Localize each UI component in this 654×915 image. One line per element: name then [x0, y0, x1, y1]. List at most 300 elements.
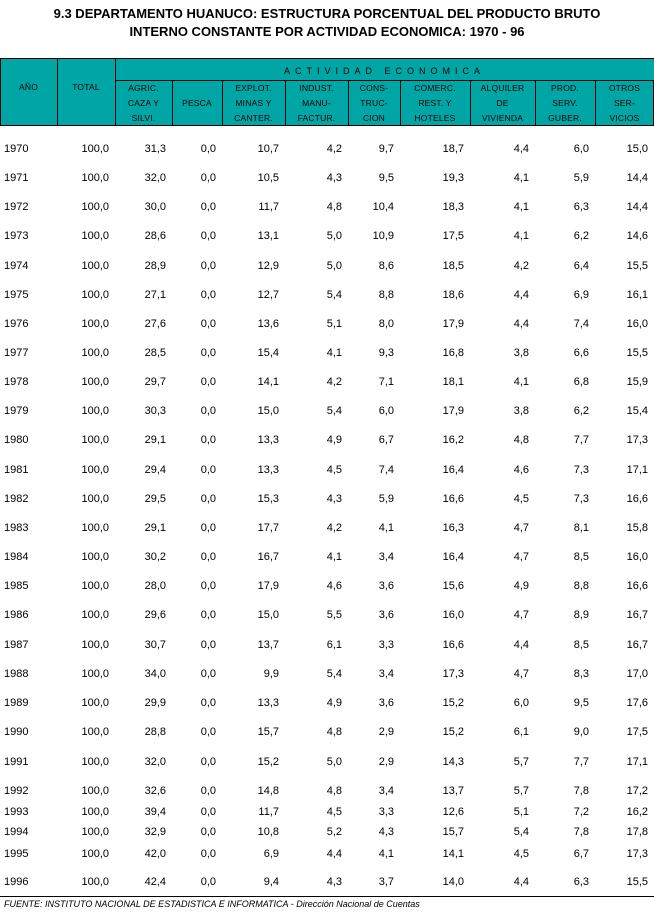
- row-year: 1970: [4, 143, 29, 155]
- row-value: 5,0: [326, 756, 342, 768]
- row-value: 4,4: [513, 318, 529, 330]
- row-value: 5,4: [326, 289, 342, 301]
- row-year: 1988: [4, 668, 29, 680]
- header-anio: AÑO: [18, 82, 39, 92]
- header-column-line: CAZA Y: [127, 98, 160, 108]
- row-year: 1976: [4, 318, 29, 330]
- row-year: 1990: [4, 726, 29, 738]
- row-value: 3,3: [378, 806, 394, 818]
- row-year: 1975: [4, 289, 29, 301]
- header-column: [172, 81, 222, 126]
- page-title: 9.3 DEPARTAMENTO HUANUCO: ESTRUCTURA PORCENTUAL DEL PRODUCTO BRUTO: [53, 6, 601, 21]
- row-year: 1980: [4, 434, 29, 446]
- source-note: FUENTE: INSTITUTO NACIONAL DE ESTADISTICA E INFORMATICA - Dirección Nacional de Cuentas: [4, 899, 420, 909]
- row-year: 1979: [4, 405, 29, 417]
- row-value: 0,0: [200, 230, 216, 242]
- row-total: 100,0: [81, 806, 109, 818]
- table-row: [0, 875, 654, 889]
- table-row: [0, 288, 654, 302]
- row-value: 13,3: [257, 434, 279, 446]
- header-column-line: COMERC.: [414, 83, 456, 93]
- row-value: 16,2: [626, 806, 648, 818]
- row-total: 100,0: [81, 464, 109, 476]
- row-value: 15,0: [626, 143, 648, 155]
- row-value: 19,3: [442, 172, 464, 184]
- row-value: 4,2: [326, 143, 342, 155]
- row-year: 1994: [4, 826, 29, 838]
- row-value: 4,1: [378, 848, 394, 860]
- row-value: 4,5: [326, 464, 342, 476]
- row-year: 1995: [4, 848, 29, 860]
- row-value: 6,2: [573, 230, 589, 242]
- row-year: 1972: [4, 201, 29, 213]
- row-value: 0,0: [200, 522, 216, 534]
- row-value: 17,3: [442, 668, 464, 680]
- row-year: 1978: [4, 376, 29, 388]
- row-value: 16,7: [257, 551, 279, 563]
- row-value: 4,7: [513, 522, 529, 534]
- table-row: [0, 492, 654, 506]
- header-column: [400, 81, 470, 126]
- row-total: 100,0: [81, 756, 109, 768]
- row-value: 18,3: [442, 201, 464, 213]
- row-value: 3,7: [378, 876, 394, 888]
- header-column-line: CION: [362, 113, 386, 123]
- row-value: 5,1: [513, 806, 529, 818]
- row-value: 7,4: [378, 464, 394, 476]
- row-year: 1991: [4, 756, 29, 768]
- table-row: [0, 847, 654, 861]
- row-value: 17,9: [257, 580, 279, 592]
- row-value: 8,9: [573, 609, 589, 621]
- row-value: 10,4: [372, 201, 394, 213]
- header-column-line: EXPLOT.: [235, 83, 272, 93]
- row-total: 100,0: [81, 260, 109, 272]
- table-row: [0, 608, 654, 622]
- row-value: 6,7: [378, 434, 394, 446]
- row-value: 15,3: [257, 493, 279, 505]
- row-value: 4,4: [513, 876, 529, 888]
- row-value: 17,9: [442, 318, 464, 330]
- row-value: 4,4: [513, 289, 529, 301]
- header-column-line: [172, 81, 222, 96]
- table-row: [0, 229, 654, 243]
- row-value: 4,8: [326, 785, 342, 797]
- row-value: 6,3: [573, 876, 589, 888]
- row-value: 29,6: [144, 609, 166, 621]
- row-value: 15,7: [442, 826, 464, 838]
- row-value: 10,5: [257, 172, 279, 184]
- row-value: 42,0: [144, 848, 166, 860]
- row-value: 3,4: [378, 668, 394, 680]
- row-value: 7,7: [573, 434, 589, 446]
- row-value: 0,0: [200, 785, 216, 797]
- row-value: 16,0: [442, 609, 464, 621]
- row-value: 14,4: [626, 201, 648, 213]
- row-value: 4,5: [513, 493, 529, 505]
- row-value: 5,4: [513, 826, 529, 838]
- header-column-line: VIVIENDA: [481, 113, 524, 123]
- row-value: 18,7: [442, 143, 464, 155]
- row-value: 0,0: [200, 493, 216, 505]
- row-value: 4,3: [326, 876, 342, 888]
- row-value: 16,6: [442, 493, 464, 505]
- row-value: 4,5: [326, 806, 342, 818]
- table-row: [0, 375, 654, 389]
- row-value: 6,9: [573, 289, 589, 301]
- table-row: [0, 142, 654, 156]
- row-value: 8,0: [378, 318, 394, 330]
- row-value: 16,2: [442, 434, 464, 446]
- row-value: 9,9: [263, 668, 279, 680]
- row-value: 5,4: [326, 405, 342, 417]
- row-value: 4,1: [378, 522, 394, 534]
- row-value: 4,3: [378, 826, 394, 838]
- header-total: TOTAL: [72, 82, 100, 92]
- table-row: [0, 433, 654, 447]
- row-value: 15,2: [442, 726, 464, 738]
- row-total: 100,0: [81, 289, 109, 301]
- row-value: 4,6: [326, 580, 342, 592]
- row-year: 1986: [4, 609, 29, 621]
- row-value: 14,1: [442, 848, 464, 860]
- row-value: 0,0: [200, 848, 216, 860]
- row-value: 10,9: [372, 230, 394, 242]
- row-value: 0,0: [200, 551, 216, 563]
- row-value: 14,8: [257, 785, 279, 797]
- row-year: 1984: [4, 551, 29, 563]
- row-value: 16,7: [626, 609, 648, 621]
- row-value: 15,2: [257, 756, 279, 768]
- row-value: 0,0: [200, 668, 216, 680]
- row-value: 39,4: [144, 806, 166, 818]
- header-column: [222, 81, 285, 126]
- row-value: 10,8: [257, 826, 279, 838]
- row-value: 29,1: [144, 434, 166, 446]
- row-value: 4,8: [326, 201, 342, 213]
- row-value: 4,1: [326, 347, 342, 359]
- row-value: 0,0: [200, 201, 216, 213]
- row-total: 100,0: [81, 726, 109, 738]
- header-column: [348, 81, 400, 126]
- row-value: 0,0: [200, 376, 216, 388]
- row-total: 100,0: [81, 143, 109, 155]
- row-value: 4,4: [513, 143, 529, 155]
- row-value: 5,0: [326, 230, 342, 242]
- table-row: [0, 784, 654, 798]
- row-total: 100,0: [81, 434, 109, 446]
- row-year: 1981: [4, 464, 29, 476]
- row-value: 28,0: [144, 580, 166, 592]
- row-value: 4,2: [326, 376, 342, 388]
- row-value: 8,1: [573, 522, 589, 534]
- row-value: 14,1: [257, 376, 279, 388]
- row-value: 12,6: [442, 806, 464, 818]
- row-value: 7,3: [573, 493, 589, 505]
- row-value: 5,1: [326, 318, 342, 330]
- row-value: 3,3: [378, 639, 394, 651]
- row-value: 17,1: [626, 464, 648, 476]
- row-value: 7,8: [573, 785, 589, 797]
- row-value: 4,2: [513, 260, 529, 272]
- row-value: 8,8: [378, 289, 394, 301]
- row-value: 17,1: [626, 756, 648, 768]
- row-value: 28,5: [144, 347, 166, 359]
- row-year: 1973: [4, 230, 29, 242]
- row-value: 31,3: [144, 143, 166, 155]
- row-value: 3,4: [378, 551, 394, 563]
- row-value: 29,4: [144, 464, 166, 476]
- row-value: 5,9: [573, 172, 589, 184]
- row-total: 100,0: [81, 580, 109, 592]
- row-value: 4,3: [326, 493, 342, 505]
- row-value: 0,0: [200, 609, 216, 621]
- row-value: 15,5: [626, 260, 648, 272]
- row-total: 100,0: [81, 551, 109, 563]
- row-value: 0,0: [200, 639, 216, 651]
- row-year: 1971: [4, 172, 29, 184]
- row-value: 15,4: [257, 347, 279, 359]
- row-value: 4,8: [513, 434, 529, 446]
- row-value: 15,5: [626, 876, 648, 888]
- footer-rule: [0, 896, 654, 897]
- row-value: 3,6: [378, 609, 394, 621]
- row-total: 100,0: [81, 609, 109, 621]
- row-value: 17,3: [626, 848, 648, 860]
- row-value: 7,3: [573, 464, 589, 476]
- row-value: 16,3: [442, 522, 464, 534]
- row-value: 30,2: [144, 551, 166, 563]
- row-value: 17,5: [626, 726, 648, 738]
- row-year: 1996: [4, 876, 29, 888]
- row-value: 0,0: [200, 172, 216, 184]
- row-value: 13,7: [442, 785, 464, 797]
- row-value: 0,0: [200, 756, 216, 768]
- table-row: [0, 346, 654, 360]
- row-year: 1982: [4, 493, 29, 505]
- row-value: 8,6: [378, 260, 394, 272]
- row-value: 3,4: [378, 785, 394, 797]
- row-value: 3,8: [513, 405, 529, 417]
- row-value: 18,1: [442, 376, 464, 388]
- row-value: 16,1: [626, 289, 648, 301]
- header-rule: [0, 58, 654, 59]
- header-column-line: ALQUILER: [480, 83, 525, 93]
- row-total: 100,0: [81, 318, 109, 330]
- row-value: 10,7: [257, 143, 279, 155]
- header-column-line: GUBER.: [548, 113, 582, 123]
- row-value: 30,7: [144, 639, 166, 651]
- row-value: 4,9: [326, 434, 342, 446]
- table-row: [0, 696, 654, 710]
- row-value: 5,9: [378, 493, 394, 505]
- header-activity-banner: ACTIVIDAD ECONOMICA: [283, 66, 485, 76]
- row-value: 3,8: [513, 347, 529, 359]
- row-total: 100,0: [81, 697, 109, 709]
- row-value: 4,7: [513, 668, 529, 680]
- row-value: 7,1: [378, 376, 394, 388]
- row-total: 100,0: [81, 522, 109, 534]
- header-column-line: REST. Y: [418, 98, 452, 108]
- header-column: [470, 81, 535, 126]
- row-year: 1985: [4, 580, 29, 592]
- row-value: 0,0: [200, 826, 216, 838]
- row-value: 6,0: [513, 697, 529, 709]
- header-column-line: INDUST.: [299, 83, 334, 93]
- row-value: 4,1: [513, 376, 529, 388]
- row-value: 4,9: [326, 697, 342, 709]
- table-row: [0, 825, 654, 839]
- row-value: 0,0: [200, 434, 216, 446]
- row-value: 0,0: [200, 806, 216, 818]
- table-row: [0, 725, 654, 739]
- row-value: 2,9: [378, 756, 394, 768]
- row-value: 9,5: [573, 697, 589, 709]
- row-value: 17,3: [626, 434, 648, 446]
- row-value: 5,4: [326, 668, 342, 680]
- row-value: 0,0: [200, 876, 216, 888]
- row-value: 6,1: [326, 639, 342, 651]
- row-total: 100,0: [81, 405, 109, 417]
- row-value: 32,6: [144, 785, 166, 797]
- row-value: 14,3: [442, 756, 464, 768]
- row-value: 16,8: [442, 347, 464, 359]
- row-value: 16,4: [442, 551, 464, 563]
- row-value: 5,2: [326, 826, 342, 838]
- row-value: 17,9: [442, 405, 464, 417]
- row-value: 15,0: [257, 609, 279, 621]
- row-value: 4,2: [326, 522, 342, 534]
- row-value: 30,0: [144, 201, 166, 213]
- header-column-line: MINAS Y: [235, 98, 272, 108]
- header-column-line: PESCA: [182, 98, 212, 108]
- header-column-line: SER-: [613, 98, 636, 108]
- row-value: 7,8: [573, 826, 589, 838]
- table-row: [0, 579, 654, 593]
- row-total: 100,0: [81, 826, 109, 838]
- row-value: 16,0: [626, 551, 648, 563]
- row-value: 6,7: [573, 848, 589, 860]
- row-year: 1993: [4, 806, 29, 818]
- row-year: 1983: [4, 522, 29, 534]
- row-value: 3,6: [378, 697, 394, 709]
- row-total: 100,0: [81, 493, 109, 505]
- row-value: 9,4: [263, 876, 279, 888]
- row-value: 27,1: [144, 289, 166, 301]
- table-row: [0, 200, 654, 214]
- row-value: 15,9: [626, 376, 648, 388]
- row-value: 29,9: [144, 697, 166, 709]
- row-value: 17,2: [626, 785, 648, 797]
- row-value: 15,7: [257, 726, 279, 738]
- header-column-line: [172, 111, 222, 126]
- row-value: 0,0: [200, 318, 216, 330]
- row-value: 15,2: [442, 697, 464, 709]
- row-value: 5,7: [513, 785, 529, 797]
- row-value: 4,8: [326, 726, 342, 738]
- row-value: 0,0: [200, 289, 216, 301]
- row-value: 15,5: [626, 347, 648, 359]
- row-value: 28,6: [144, 230, 166, 242]
- row-total: 100,0: [81, 347, 109, 359]
- row-value: 13,6: [257, 318, 279, 330]
- header-column-line: VICIOS: [609, 113, 640, 123]
- row-value: 16,6: [626, 580, 648, 592]
- row-total: 100,0: [81, 172, 109, 184]
- header-column-line: TRUC-: [360, 98, 388, 108]
- table-row: [0, 755, 654, 769]
- table-row: [0, 550, 654, 564]
- row-value: 0,0: [200, 405, 216, 417]
- row-value: 7,7: [573, 756, 589, 768]
- row-total: 100,0: [81, 876, 109, 888]
- table-row: [0, 404, 654, 418]
- row-value: 0,0: [200, 347, 216, 359]
- row-value: 0,0: [200, 143, 216, 155]
- row-total: 100,0: [81, 376, 109, 388]
- row-year: 1992: [4, 785, 29, 797]
- row-value: 17,7: [257, 522, 279, 534]
- table-row: [0, 317, 654, 331]
- row-value: 4,4: [513, 639, 529, 651]
- row-value: 2,9: [378, 726, 394, 738]
- row-value: 6,8: [573, 376, 589, 388]
- row-value: 5,7: [513, 756, 529, 768]
- row-value: 16,6: [626, 493, 648, 505]
- header-column: [285, 81, 348, 126]
- row-value: 6,6: [573, 347, 589, 359]
- row-value: 9,3: [378, 347, 394, 359]
- row-value: 28,9: [144, 260, 166, 272]
- header-column-line: SILVI.: [131, 113, 156, 123]
- row-value: 4,5: [513, 848, 529, 860]
- row-value: 34,0: [144, 668, 166, 680]
- row-value: 7,4: [573, 318, 589, 330]
- row-value: 4,3: [326, 172, 342, 184]
- row-value: 13,1: [257, 230, 279, 242]
- row-value: 13,3: [257, 697, 279, 709]
- row-value: 3,6: [378, 580, 394, 592]
- row-value: 16,0: [626, 318, 648, 330]
- row-value: 13,3: [257, 464, 279, 476]
- row-year: 1974: [4, 260, 29, 272]
- row-value: 16,6: [442, 639, 464, 651]
- row-value: 29,5: [144, 493, 166, 505]
- header-column-line: SERV.: [552, 98, 578, 108]
- table-row: [0, 805, 654, 819]
- row-value: 4,4: [326, 848, 342, 860]
- row-value: 6,9: [263, 848, 279, 860]
- row-value: 16,4: [442, 464, 464, 476]
- row-value: 32,0: [144, 172, 166, 184]
- header-column-line: OTROS: [608, 83, 641, 93]
- row-total: 100,0: [81, 639, 109, 651]
- row-total: 100,0: [81, 848, 109, 860]
- row-total: 100,0: [81, 668, 109, 680]
- row-value: 0,0: [200, 260, 216, 272]
- row-value: 5,5: [326, 609, 342, 621]
- row-value: 42,4: [144, 876, 166, 888]
- table-row: [0, 171, 654, 185]
- row-value: 14,4: [626, 172, 648, 184]
- header-column-line: FACTUR.: [297, 113, 336, 123]
- row-value: 0,0: [200, 726, 216, 738]
- row-value: 8,5: [573, 639, 589, 651]
- row-value: 27,6: [144, 318, 166, 330]
- row-value: 15,6: [442, 580, 464, 592]
- row-value: 4,1: [326, 551, 342, 563]
- row-value: 12,7: [257, 289, 279, 301]
